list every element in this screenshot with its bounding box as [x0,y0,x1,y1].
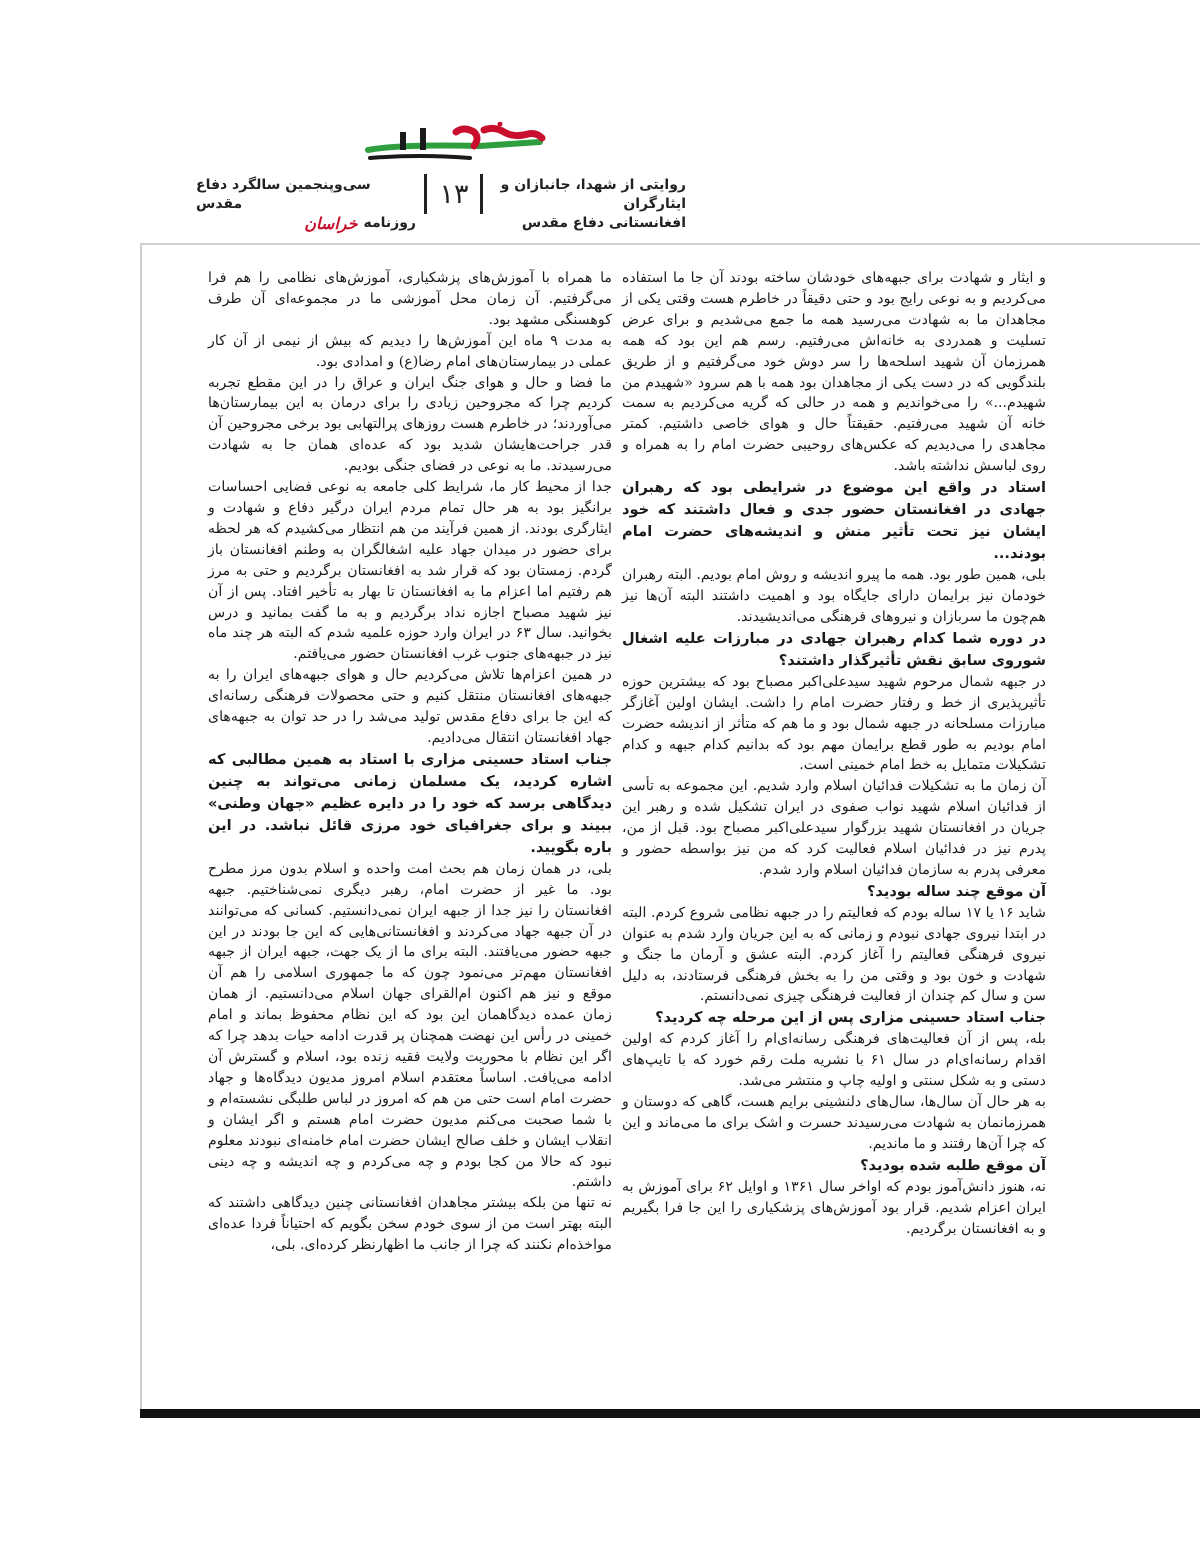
interview-question: استاد در واقع این موضوع در شرایطی بود که رهبران جهادی در افغانستان حضور جدی و فعال داشتند که خود ایشان نیز تحت تأثیر منش و اندیشه‌های حضرت امام بودند... [622,479,1046,563]
newspaper-line [196,214,416,233]
article-paragraph: بله، پس از آن فعالیت‌های فرهنگی رسانه‌ای‌ام را آغاز کردم که اولین اقدام رسانه‌ای‌ام در سال ۶۱ با نشریه ملت رقم خورد که با تایپ‌های دستی و به شکل سنتی و اولیه چاپ و منتشر می‌شد. [622,1031,1046,1090]
article-paragraph: و ایثار و شهادت برای جبهه‌های خودشان ساخته بودند آن جا ما استفاده می‌کردیم و به نوعی رایج بود و حتی دقیقاً در خاطرم هست وقتی یکی از مجاهدان ما به شهادت می‌رسید همه ما جمع می‌شدیم و برای عرض تسلیت و همدردی به خانه‌اش می‌رفتیم. رسم هم این بود که همه همرزمان آن شهید اسلحه‌ها را سر دوش خود می‌گرفتیم و از طریق بلندگویی که در دست یکی از مجاهدان بود همه با هم سرود «شهیدم من شهیدم...» را می‌خواندیم و همه در حالی که گریه می‌کردیم به سمت خانه آن شهید می‌رفتیم. حقیقتاً حال و هوای خاصی داشتیم. کمتر مجاهدی را می‌دیدیم که عکس‌های روحیبی حضرت امام را به همراه و روی لباسش نداشته باشد. [622,270,1046,475]
interview-question: جناب استاد حسینی مزاری پس از این مرحله چه کردید؟ [655,1009,1046,1027]
article-paragraph: بلی، در همان زمان هم بحث امت واحده و اسلام بدون مرز مطرح بود. ما غیر از حضرت امام، رهبر دیگری نمی‌شناختیم. جبهه افغانستان را نیز جدا از جبهه ایران نمی‌دانستیم. کسانی که می‌توانند در آن جبهه جهاد می‌کردند و افغانستانی‌هایی که این جا بودند در این جبهه حضور می‌یافتند. البته برای ما از یک جهت، جبهه ایران از جبهه افغانستان مهم‌تر می‌نمود چون که ما جمهوری اسلامی را هم آن موقع و نیز هم اکنون ام‌القرای جهان اسلام می‌دانستیم. از همان زمان عمده دیدگاهمان این بود که این نظام محفوظ بماند و امام خمینی در رأس این نهضت همچنان پر قدرت ادامه حیات بدهد چرا که اگر این نظام با محوریت ولایت فقیه زنده بود، اسلام و گسترش آن ادامه می‌یافت. اساساً معتقدم اسلام امروز مدیون دیدگاه‌ها و جهاد حضرت امام است حتی من هم که امروز در لباس طلبگی نشسته‌ام و با شما صحبت می‌کنم مدیون حضرت امام هستم و اگر ایشان و انقلاب ایشان و خلف صالح ایشان حضرت امام خامنه‌ای نبودند معلوم نبود که حالا من کجا بودم و چه می‌کردم و چه اندیشه و چه دینی داشتم. [208,860,612,1191]
publication-caption [196,176,416,233]
logo-graphic [360,122,550,170]
frame-bottom-bar [140,1409,1200,1418]
newspaper-name: خراسان [304,214,358,233]
article-paragraph: نه، هنوز دانش‌آموز بودم که اواخر سال ۱۳۶۱ و اوایل ۶۲ برای آموزش به ایران اعزام شدیم. قرار بود آموزش‌های پزشکیاری را این جا فرا بگیریم و به افغانستان برگردیم. [622,1178,1046,1237]
article-paragraph: نه تنها من بلکه بیشتر مجاهدان افغانستانی چنین دیدگاهی داشتند که البته بهتر است من از سوی خودم سخن بگویم که احتیاناً فردا عده‌ای مواخذه‌ام نکنند که چرا از جانب ما اظهارنظر کرده‌ای. بلی، [208,1195,612,1254]
article-paragraph: به هر حال آن سال‌ها، سال‌های دلنشینی برایم هست، گاهی که دوستان و همرزمانمان به شهادت می‌رسیدند حسرت و اشک برای ما می‌ماند و این که چرا آن‌ها رفتند و ما ماندیم. [622,1094,1046,1152]
newspaper-prefix: روزنامه [363,215,416,231]
article-column-right [622,268,1046,1240]
series-caption-line1: روایتی از شهدا، جانبازان و ایثارگران [500,177,686,212]
anniversary-label: سی‌وپنجمین سالگرد دفاع مقدس [196,177,371,212]
series-caption-line2: افغانستانی دفاع مقدس [521,215,686,231]
frame-top-rule [140,243,1200,245]
interview-question: آن موقع طلبه شده بودید؟ [860,1156,1046,1174]
interview-question: در دوره شما کدام رهبران جهادی در مبارزات علیه اشغال شوروی سابق نقش تأثیرگذار داشتند؟ [622,629,1046,669]
series-caption [496,176,686,231]
article-paragraph: آن زمان ما به تشکیلات فدائیان اسلام وارد شدیم. این مجموعه به تأسی از فدائیان اسلام شهید نواب صفوی در ایران تشکیل شده و رهبر این جریان در افغانستان شهید بزرگوار سیدعلی‌اکبر مصباح بود. قبل از من، پدرم نیز در فدائیان اسلام فعالیت کرد که من نیز بواسطه حضور و معرفی پدرم به سازمان فدائیان اسلام وارد شدم. [622,778,1046,878]
article-paragraph: جدا از محیط کار ما، شرایط کلی جامعه به نوعی فضایی احساسات برانگیز بود به هر حال تمام مردم ایران درگیر دفاع و شهادت و ایثارگری بودند. از همین فرآیند من هم انتظار می‌کشیدم که هر لحظه برای حضور در میدان جهاد علیه اشغالگران به وطنم افغانستان باز گردم. زمستان بود که قرار شد به افغانستان برگردیم و حتی به مرز هم رفتیم اما اعزام ما به افغانستان تا بهار به تأخیر افتاد. پس از آن نیز شهید مصباح اجازه نداد برگردیم و به ما گفت بمانید و درس بخوانید. سال ۶۳ در ایران وارد حوزه علمیه شدم که البته هر چند ماه نیز در جبهه‌های جنوب غرب افغانستان حضور می‌یافتم. [208,479,612,663]
article-paragraph: در جبهه شمال مرحوم شهید سیدعلی‌اکبر مصباح بود که بیشترین حوزه تأثیرپذیری از خط و رفتار حضرت امام را داشت. ایشان اولین آغازگر مبارزات مسلحانه در جبهه شمال بود و ما هم که متأثر از اندیشه حضرت امام بودیم به طور قطع برایمان مهم بود که بدانیم کدام جبهه و کدام تشکیلات متمایل به خط امام خمینی است. [622,673,1046,774]
article-column-left [208,268,612,1256]
article-paragraph: ما فضا و حال و هوای جنگ ایران و عراق را در این مقطع تجربه کردیم چرا که مجروحین زیادی را برای درمان به این بیمارستان‌ها می‌آوردند؛ در خاطرم هست روزهای پرالتهابی بود برخی مجروحین آن قدر جراحت‌هایشان شدید بود که عده‌ای همان جا به شهادت می‌رسیدند. ما به نوعی در فضای جنگی بودیم. [208,374,612,475]
article-paragraph: ما همراه با آموزش‌های پزشکیاری، آموزش‌های نظامی را هم فرا می‌گرفتیم. آن زمان محل آموزشی ما در مجموعه‌ای آن طرف کوهسنگی مشهد بود. [208,270,612,328]
sanad-baradari-logo [360,122,550,170]
article-paragraph: در همین اعزام‌ها تلاش می‌کردیم حال و هوای جبهه‌های ایران را به جبهه‌های افغانستان منتقل کنیم و حتی محصولات فرهنگی رسانه‌ای که این جا برای دفاع مقدس تولید می‌شد را در حد توان به جبهه‌های جهاد افغانستان انتقال می‌دادیم. [208,667,612,746]
page-number: ۱۳ [439,178,469,210]
article-paragraph: بلی، همین طور بود. همه ما پیرو اندیشه و روش امام بودیم. البته رهبران خودمان نیز برایمان دارای جایگاه بود و اهمیت داشتند البته آن‌ها نیز هم‌چون ما سربازان و نیروهای فرهنگی می‌اندیشیدند. [622,567,1046,625]
interview-question: آن موقع چند ساله بودید؟ [866,882,1046,900]
frame-left-rule [140,243,142,1415]
article-paragraph: به مدت ۹ ماه این آموزش‌ها را دیدیم که بیش از نیمی از آن کار عملی در بیمارستان‌های امام رضا(ع) و امدادی بود. [208,332,612,370]
page-number-divider [480,174,483,214]
article-paragraph: شاید ۱۶ یا ۱۷ ساله بودم که فعالیتم را در جبهه نظامی شروع کردم. البته در ابتدا نیروی جهادی نبودم و زمانی که به این جریان وارد شدم به عنوان نیروی فرهنگی فعالیتم را آغاز کردم. البته عشق و آرمان ما جنگ و شهادت و خون بود و وقتی من را به بخش فرهنگی فرستادند، به دلیل سن و سال کم چندان از فعالیت فرهنگی چیزی نمی‌دانستم. [622,904,1046,1005]
interview-question: جناب استاد حسینی مزاری با استاد به همین مطالبی که اشاره کردید، یک مسلمان زمانی می‌تواند به چنین دیدگاهی برسد که خود را در دایره عظیم «جهان وطنی» ببیند و برای جغرافیای خود مرزی قائل نباشد. در این باره بگویید. [208,750,612,856]
